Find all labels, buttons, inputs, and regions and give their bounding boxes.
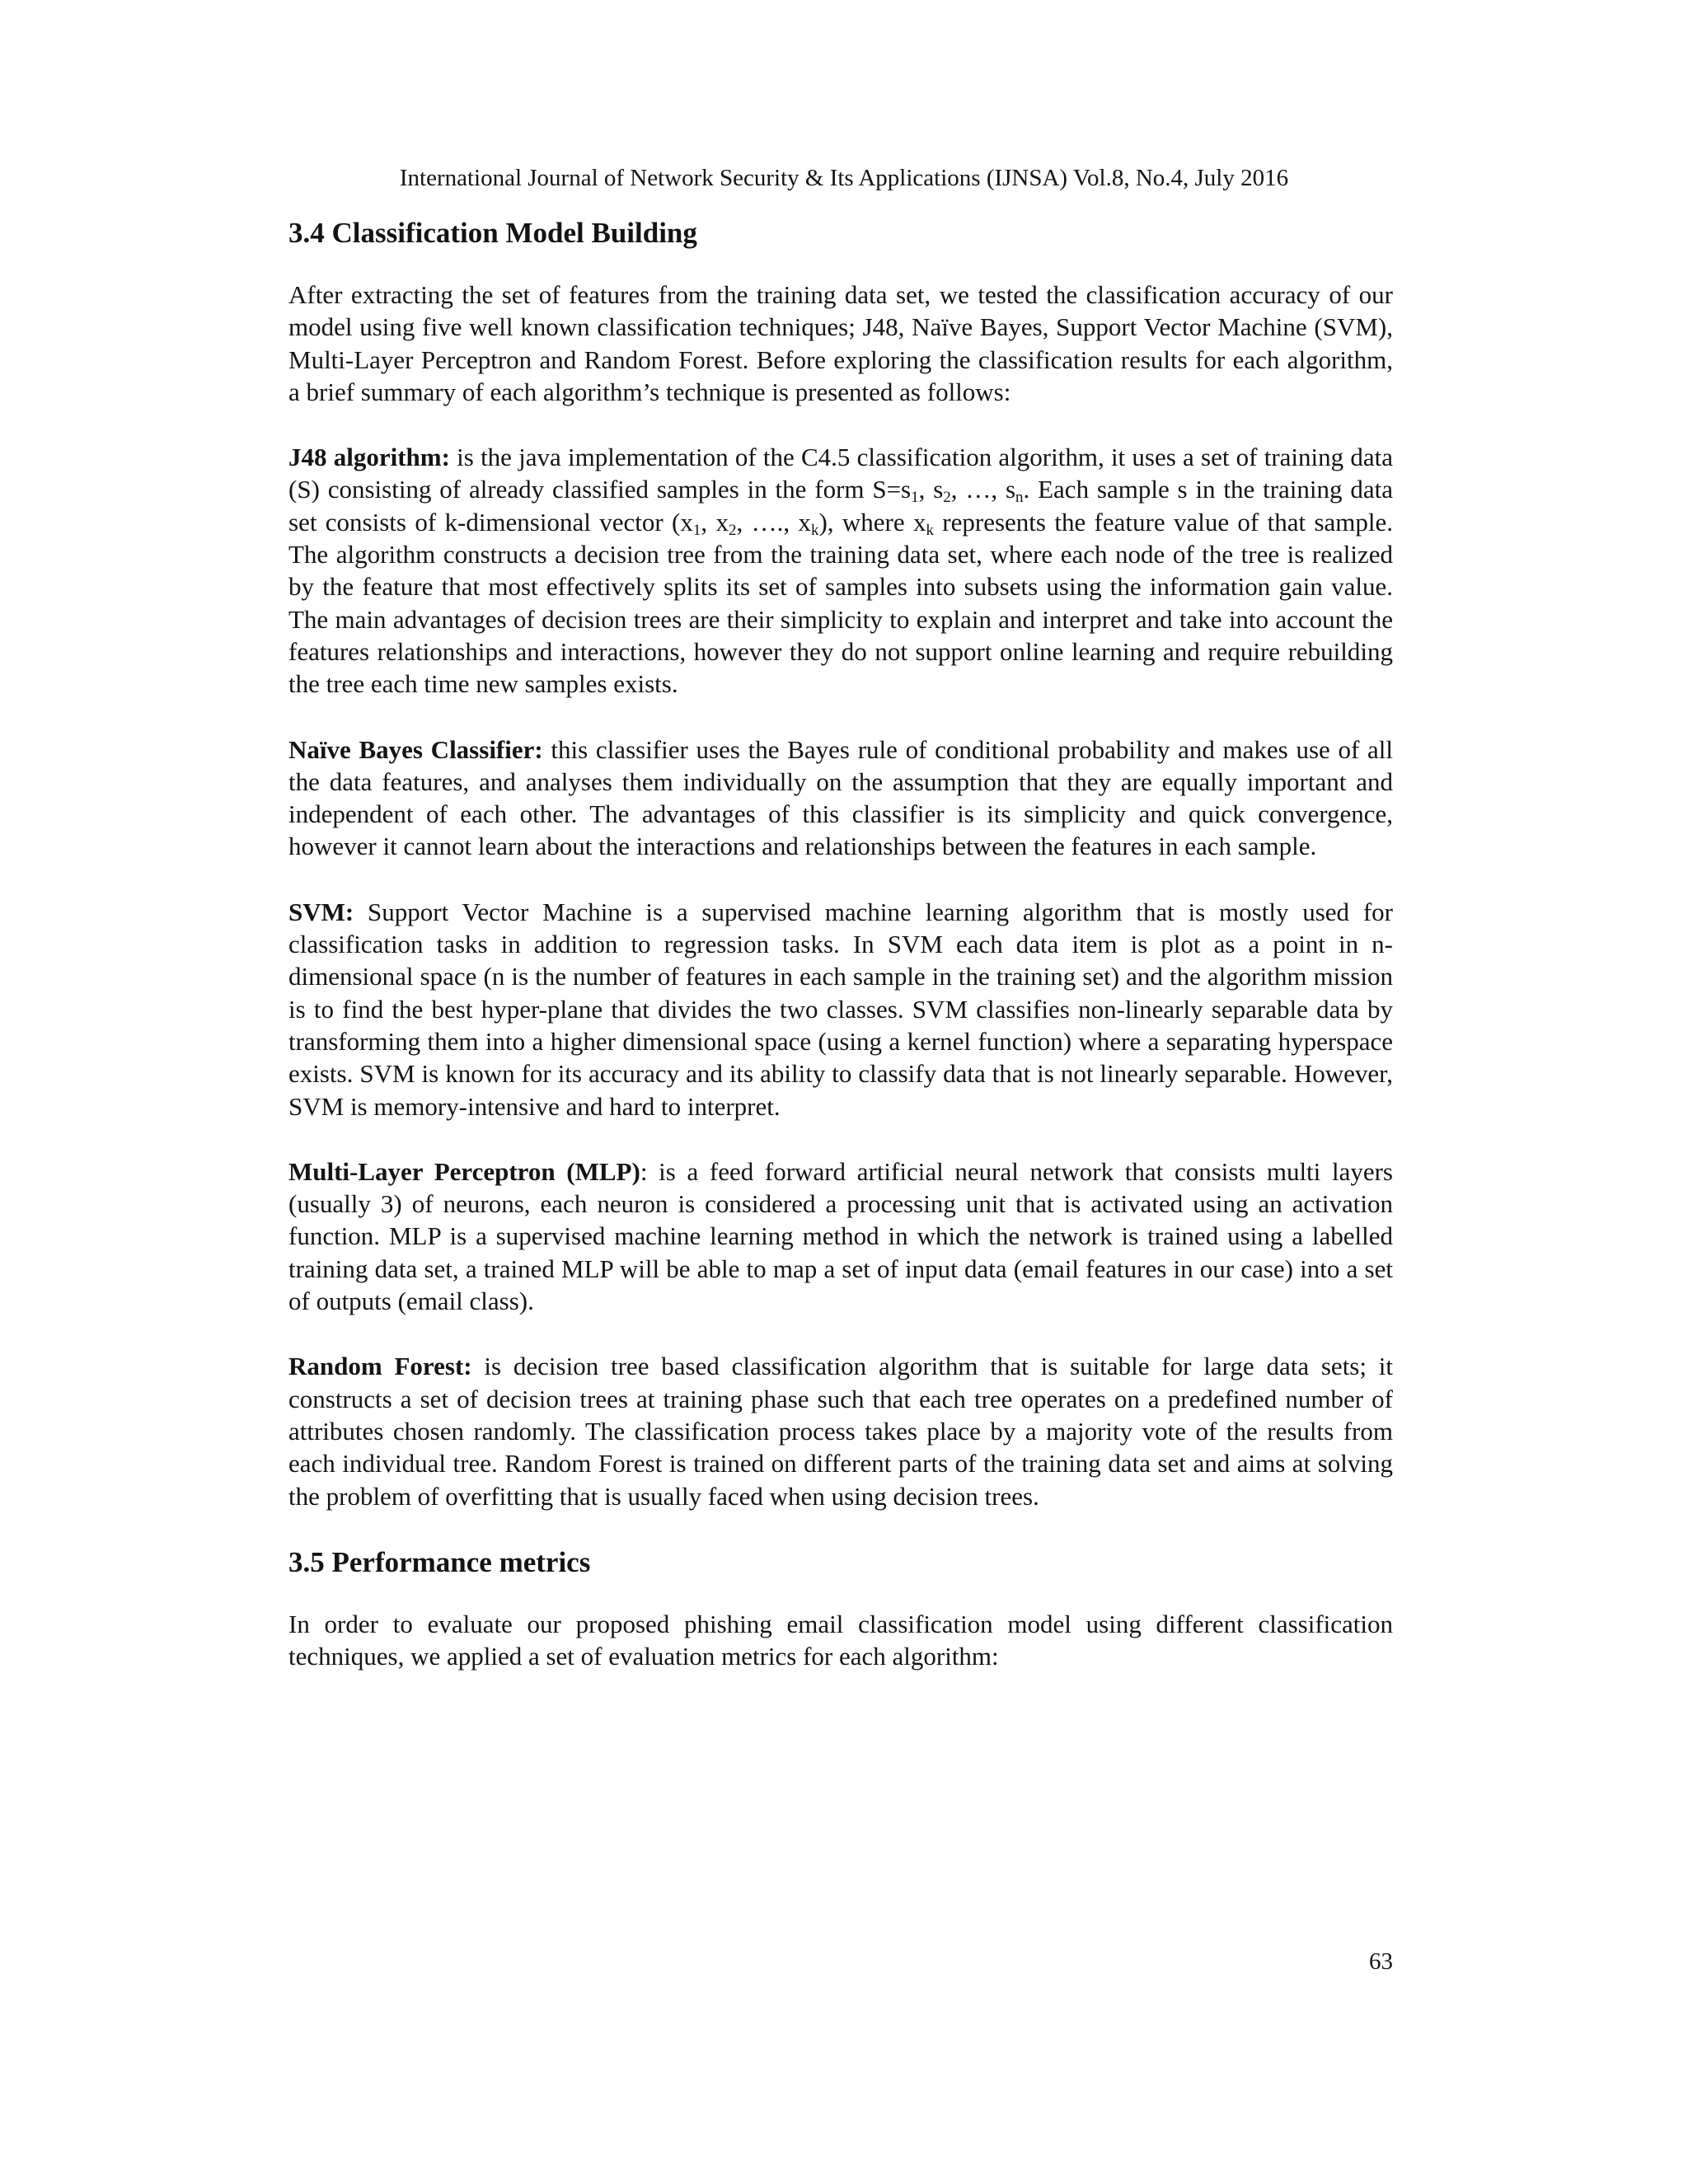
j48-term: J48 algorithm: [288,443,450,472]
naive-bayes-paragraph [288,733,1393,863]
mlp-text: : is a feed forward artificial neural network that consists multi layers (usually 3) of neurons, each neuron is considered a processing unit that is activated using an activation function. MLP is a supervised machine learning method in which the network is trained using a labelled training data set, a trained MLP will be able to map a set of input data (email features in our case) into a set of outputs (email class). [288,1156,1393,1316]
mlp-term: Multi-Layer Perceptron (MLP) [288,1156,640,1186]
subscript-s1: 1 [911,489,919,507]
naive-bayes-term: Naïve Bayes Classifier: [288,734,543,764]
j48-text-2: , s [918,475,944,504]
section-heading-3-5: 3.5 Performance metrics [288,1545,591,1578]
page-body [288,216,1393,1705]
mlp-paragraph [288,1155,1393,1317]
j48-text-1: is the java implementation of the C4.5 classification algorithm, it uses a set of training data (S) consisting of already classified samples in the form S=s [288,443,1394,504]
random-forest-term: Random Forest: [288,1352,472,1381]
subscript-xk-2: k [926,521,934,539]
subscript-sn: n [1015,489,1024,507]
j48-text-8: represents the feature value of that sample. The algorithm constructs a decision tree from the training data set, where each node of the tree is realized by the feature that most effectively splits its set of samples into subsets using the information gain value. The main advantages of decision trees are their simplicity to explain and interpret and take into account the features relationships and interactions, however they do not support online learning and require rebuilding the tree each time new samples exists. [288,507,1394,699]
svm-term: SVM: [288,897,354,926]
j48-text-5: , x [701,507,729,537]
j48-paragraph [288,441,1393,700]
page-number: 63 [1369,1948,1393,1975]
metrics-intro-paragraph: In order to evaluate our proposed phishing email classification model using different classification techniques, we applied a set of evaluation metrics for each algorithm: [288,1609,1393,1671]
svm-text: Support Vector Machine is a supervised machine learning algorithm that is mostly used for classification tasks in addition to regression tasks. In SVM each data item is plot as a point in n-dimensional space (n is the number of features in each sample in the training set) and the algorithm mission is to find the best hyper-plane that divides the two classes. SVM classifies non-linearly separable data by transforming them into a higher dimensional space (using a kernel function) where a separating hyperspace exists. SVM is known for its accuracy and its ability to classify data that is not linearly separable. However, SVM is memory-intensive and hard to interpret. [288,897,1393,1121]
section-heading-3-4: 3.4 Classification Model Building [288,217,697,249]
random-forest-text: is decision tree based classification algorithm that is suitable for large data sets; it constructs a set of decision trees at training phase such that each tree operates on a predefined number of attributes chosen randomly. The classification process takes place by a majority vote of the results from each individual tree. Random Forest is trained on different parts of the training data set and aims at solving the problem of overfitting that is usually faced when using decision trees. [288,1352,1394,1511]
j48-text-6: , …., x [736,507,811,537]
intro-paragraph: After extracting the set of features from the training data set, we tested the classification accuracy of our model using five well known classification techniques; J48, Naïve Bayes, Support Vector Machine (SVM), Multi-Layer Perceptron and Random Forest. Before exploring the classification results for each algorithm, a brief summary of each algorithm’s technique is presented as follows: [288,280,1393,406]
random-forest-paragraph [288,1350,1393,1511]
j48-text-7: ), where x [818,507,926,537]
running-header: International Journal of Network Security & Its Applications (IJNSA) Vol.8, No.4, July 2016 [399,165,1289,191]
j48-text-3: , …, s [950,475,1016,504]
svm-paragraph [288,896,1393,1122]
subscript-x2: 2 [728,521,737,539]
subscript-x1: 1 [692,521,701,539]
subscript-s2: 2 [943,489,951,507]
naive-bayes-text: this classifier uses the Bayes rule of conditional probability and makes use of all the data features, and analyses them individually on the assumption that they are equally important and independent of each other. The advantages of this classifier is its simplicity and quick convergence, however it cannot learn about the interactions and relationships between the features in each sample. [288,734,1394,861]
j48-text-4: . Each sample s in the training data set consists of k-dimensional vector (x [288,475,1393,537]
subscript-xk: k [810,521,819,539]
